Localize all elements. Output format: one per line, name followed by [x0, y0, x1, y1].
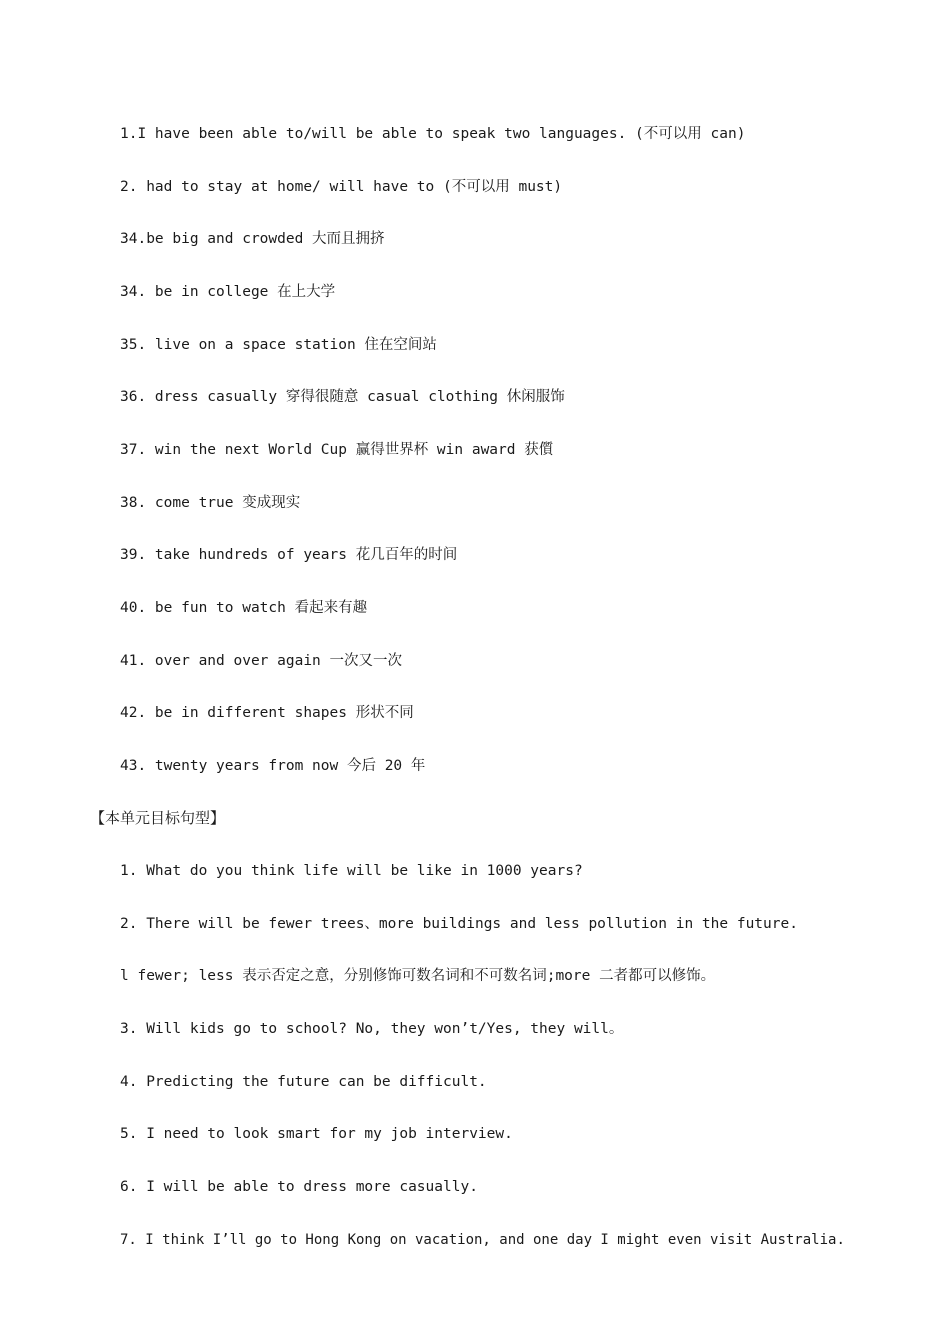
phrase-line: 39. take hundreds of years 花几百年的时间 [120, 547, 458, 563]
phrase-line: 38. come true 变成现实 [120, 495, 301, 511]
phrase-line: 2. had to stay at home/ will have to (不可以用 must) [120, 179, 563, 195]
phrase-line: 40. be fun to watch 看起来有趣 [120, 600, 368, 616]
phrase-line: 34. be in college 在上大学 [120, 284, 336, 300]
phrase-line: 34.be big and crowded 大而且拥挤 [120, 231, 385, 247]
section-heading: 【本单元目标句型】 [90, 809, 226, 827]
sentence-line: 7. I think I’ll go to Hong Kong on vacation, and one day I might even visit Australia. [120, 1232, 845, 1248]
sentence-line: 2. There will be fewer trees、more buildings and less pollution in the future. [120, 916, 798, 932]
sentence-line: 4. Predicting the future can be difficult. [120, 1074, 487, 1090]
phrase-line: 42. be in different shapes 形状不同 [120, 705, 414, 721]
phrase-line: 1.I have been able to/will be able to speak two languages. (不可以用 can) [120, 126, 746, 142]
phrase-line: 35. live on a space station 住在空间站 [120, 337, 437, 353]
phrase-line: 43. twenty years from now 今后 20 年 [120, 758, 426, 774]
sentence-line: 5. I need to look smart for my job interview. [120, 1126, 513, 1142]
phrase-line: 41. over and over again 一次又一次 [120, 653, 403, 669]
sentence-line: 1. What do you think life will be like in 1000 years? [120, 863, 583, 879]
phrase-line: 36. dress casually 穿得很随意 casual clothing 休闲服饰 [120, 389, 565, 405]
phrase-line: 37. win the next World Cup 赢得世界杯 win award 获儨 [120, 442, 554, 458]
sentence-line: l fewer; less 表示否定之意，分别修饰可数名词和不可数名词;more 二者都可以修饰。 [120, 968, 716, 984]
sentence-line: 6. I will be able to dress more casually. [120, 1179, 478, 1195]
sentence-line: 3. Will kids go to school? No, they won’t/Yes, they will。 [120, 1021, 624, 1037]
